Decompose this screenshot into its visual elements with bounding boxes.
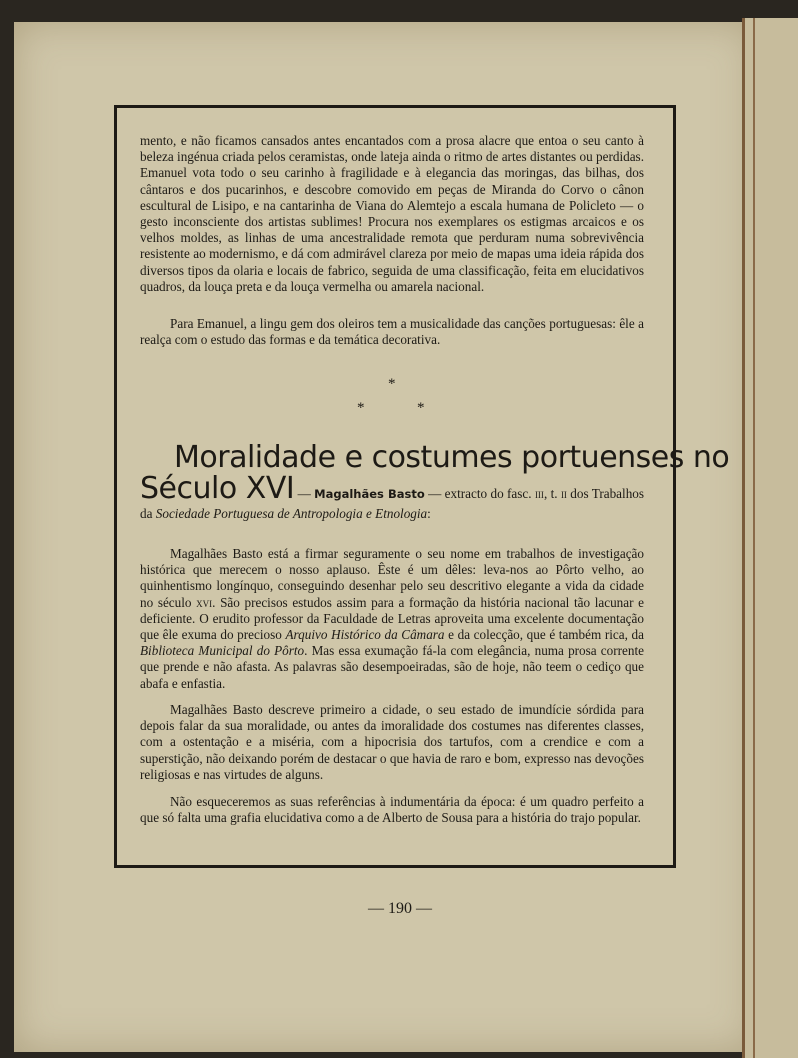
review-title-line1: Moralidade e costumes portuenses no (174, 440, 730, 475)
review-title-line2 (140, 471, 645, 524)
paragraph-review-intro (140, 546, 644, 692)
tome-label: , t. (543, 486, 561, 501)
paragraph-indumentaria: Não esqueceremos as suas referências à indumentária da época: é um quadro perfeito a que só falta uma grafia elucidativa como a de Alberto de Sousa para a história do trajo popular. (140, 794, 644, 826)
review-title-century: Século XVI (140, 471, 295, 506)
text-run: . São precisos estudos assim para a formação da história nacional tão lacunar e deficiente. O erudito professor da Faculdade de Letras aproveita uma excelente documentação que êle exuma do precioso (140, 594, 644, 643)
text-run: Magalhães Basto está a firmar seguramente o seu nome em trabalhos de investigação histórica que merecem o nosso aplauso. Êste é um dêles: leva-nos ao Pôrto velho, ao quinhentismo longínquo, conseguindo desenhar pelo seu descritivo elegante a vida da cidade no século (140, 546, 644, 610)
society-name: Sociedade Portuguesa de Antropologia e Etnologia (155, 506, 428, 521)
library-name: Biblioteca Municipal do Pôrto (140, 643, 305, 659)
text-run: e da colecção, que é também rica, da (444, 627, 644, 643)
page-number: — 190 — (368, 900, 432, 917)
colon: : (427, 506, 431, 521)
text-run: . Mas essa exumação fá-la com elegância, numa prosa corrente que prende e não afasta. As palavras são desempoeiradas, são de hoje, não teem o cediço que abafa e enfastia. (140, 643, 644, 691)
paragraph-linguagem: Para Emanuel, a lingu gem dos oleiros tem a musicalidade das canções portuguesas: êle a realça com o estudo das formas e da temática decorativa. (140, 316, 644, 348)
tome-number: ii (560, 486, 567, 501)
adjacent-page-edge (742, 18, 798, 1058)
binding-stripe (753, 18, 755, 1058)
dos-text: dos Trabalhos da (140, 486, 645, 521)
paragraph-olaria-continued: mento, e não ficamos cansados antes encantados com a prosa alacre que entoa o seu canto à beleza ingénua criada pelos ceramistas, onde lateja ainda o ritmo de artes distantes ou perdidas. Emanuel vota todo o seu carinho à fragilidade e à elegancia das moringas, das bilhas, dos cântaros e dos pucarinhos, e descobre comovido em peças de Miranda do Corvo o cânon escultural de Lisipo, e na cantarinha de Viana do Alemtejo a escala humana de Policleto — o gesto inconsciente dos artistas sublimes! Procura nos exemplares os estigmas arcaicos e os velhos moldes, as linhas de uma ancestralidade remota que perduram numa sobrevivência resistente ao modernismo, e dá com admirável clareza por meio de mapas uma ideia rápida dos diversos tipos da olaria e locais de fabrico, seguida de uma classificação, feita em elucidativos quadros, da louça preta e da louça vermelha ou amarela nacional. (140, 133, 644, 294)
extract-text: — extracto do fasc. (424, 486, 535, 501)
century-numeral: xvi (196, 594, 213, 610)
fascicle-number: iii (534, 486, 544, 501)
asterism-star: * (417, 400, 425, 416)
review-author: Magalhães Basto (314, 487, 425, 501)
paragraph-city-morality: Magalhães Basto descreve primeiro a cidade, o seu estado de imundície sórdida para depois falar da sua moralidade, ou antes da imoralidade dos costumes nas diferentes classes, com a ostentação e a miséria, com a hipocrisia dos tartufos, com a crendice e com a superstição, não deixando porém de destacar o que havia de raro e bom, expresso nas devoções religiosas e nas virtudes de alguns. (140, 702, 644, 782)
asterism-star: * (357, 400, 365, 416)
archive-name: Arquivo Histórico da Câmara (285, 627, 445, 643)
asterism-star: * (388, 376, 396, 392)
dash: — (294, 486, 315, 501)
